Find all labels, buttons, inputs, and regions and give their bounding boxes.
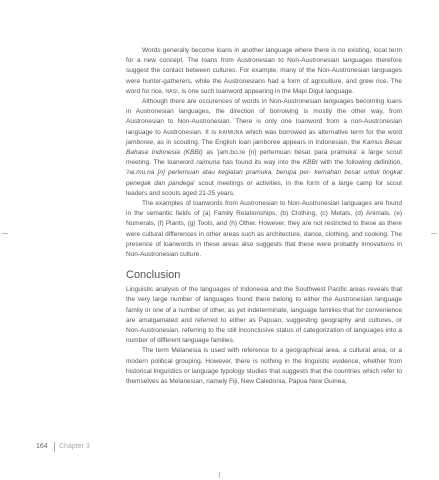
text: has found its way into the	[219, 159, 303, 167]
body-text	[126, 46, 402, 387]
crop-mark-bottom	[219, 472, 220, 478]
term-kbbi: KBBI	[302, 159, 318, 167]
paragraph-melanesia: The term Melanesia is used with reference to a geographical area, a cultural area, or a modern political grouping. However, there is nothing in the linguistic evidence, whether from historical linguistics or language typology studies that suggests that the countries which refer to themselves as Melanesian, namely Fiji, New Caledonia, Papua New Guinea,	[126, 347, 402, 386]
text: as 'jam.bo.re [n] pertemuan besar para pramuka' a large scout meeting. The loanword	[126, 149, 402, 167]
paragraph-examples: The examples of loanwords from Austronesian to Non-Austronesian languages are found in the semantic fields of (a) Family Relationships, (b) Clothing, (c) Metals, (d) Animals, (e) Numerals, (f) Plants, (g) Tools, and (h) Other. However, they are not restricted to these as there were cultural differences in other areas such as architecture, dance, clothing, and cooking. The presence of loanwords in these areas also suggests that these were probably innovations in Non-Austronesian culture.	[126, 200, 402, 259]
term-raimuna: raimuna	[218, 128, 244, 136]
definition-raimuna: 'rai.mu.na [n] pertemuan atau kegiatan pramuka, berupa per- kemahan besar untuk tingkat penegak dan pandega'	[126, 169, 402, 187]
section-heading: Conclusion	[126, 269, 181, 282]
footer-divider	[54, 442, 55, 452]
chapter-label: Chapter 3	[59, 443, 90, 450]
text: , is one such loanword appearing in the Mapi Digul language.	[177, 87, 354, 95]
crop-mark-right	[431, 233, 437, 234]
term-raimuna-italic: raimuna	[196, 159, 220, 167]
paragraph-loans	[126, 46, 402, 97]
left-margin	[0, 0, 90, 480]
text: Words generally become loans in another language where there is no existing, local term for a new concept. The loans from Austronesian to Non-Austronesian languages therefore suggest the contact between cultures. For example, many of the Non-Austronesian languages were hunter-gatherers, while the Austronesians had a form of agriculture, and grew rice. The word for rice,	[126, 47, 402, 95]
text: scout meetings or activities, in the form of a large camp for scout leaders and scouts aged 21-25 years.	[126, 179, 402, 197]
text: with the following definition,	[317, 159, 403, 167]
paragraph-conclusion: Linguistic analysis of the languages of Indonesia and the Southwest Pacific areas reveals that the very large number of languages found there belong to either the Austronesian language family or one of a number of other, as yet indeterminate, language families that for convenience are amalgamated and referred to either as Papuan, suggesting geography and cultures, or Non-Austronesian, referring to the still inconclusive status of categorization of languages into a number of different language families.	[126, 286, 402, 345]
term-jamboree: jamboree	[126, 138, 154, 146]
page-footer	[0, 441, 439, 453]
text: Although there are occurences of words in Non-Austronesian languages becoming loans in Austronesian languages, the direction of borrowing is mostly the other way, from Austronesian to Non-Austronesian. There is only one loanword from a non-Austronesian language to Austronesian. It is	[126, 98, 402, 136]
paragraph-borrowing	[126, 97, 402, 199]
term-nasi: nasi	[165, 87, 178, 95]
text: which was borrowed as alternative term for the word	[243, 128, 402, 136]
term-kbbi-full: Kamus Besar Bahasa Indonesia (KBBI)	[126, 138, 402, 157]
text: , as in scouting. The English loan jamboree appears in Indonesian, the	[153, 138, 363, 146]
crop-mark-left	[2, 233, 8, 234]
page-number: 164	[36, 443, 48, 450]
